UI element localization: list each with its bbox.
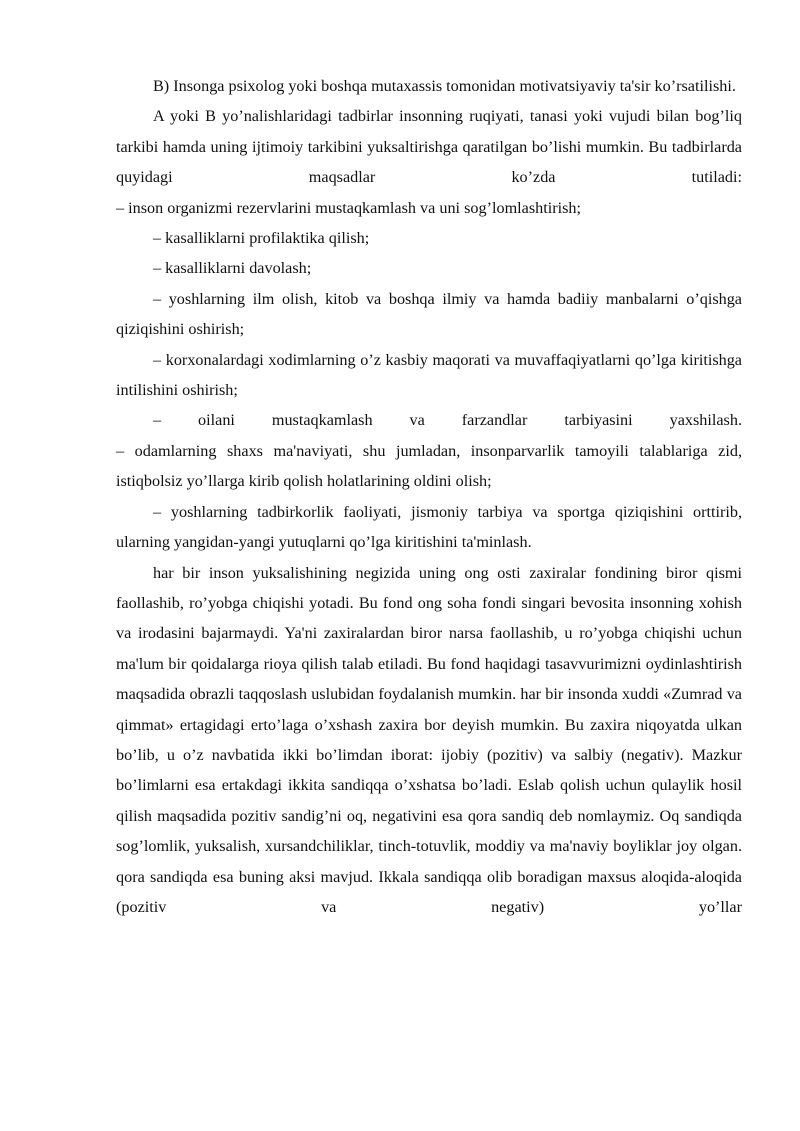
- paragraph: B) Insonga psixolog yoki boshqa mutaxassis tomonidan motivatsiyaviy ta'sir ko’rsatilishi.: [153, 77, 736, 95]
- body-text: [116, 71, 742, 922]
- paragraph: – kasalliklarni davolash;: [153, 259, 312, 278]
- paragraph: – korxonalardagi xodimlarning o’z kasbiy maqorati va muvaffaqiyatlarni qo’lga kiritishga intilishini oshirish;: [116, 350, 742, 400]
- paragraph: – inson organizmi rezervlarini mustaqkamlash va uni sog’lomlashtirish;: [116, 198, 582, 217]
- paragraph: A yoki B yo’nalishlaridagi tadbirlar insonning ruqiyati, tanasi yoki vujudi bilan bog’liq tarkibi hamda uning ijtimoiy tarkibini yuksaltirishga qaratilgan bo’lishi mumkin. Bu tadbirlarda quyidagi maqsadlar ko’zda tutiladi:: [116, 107, 742, 187]
- paragraph: – yoshlarning ilm olish, kitob va boshqa ilmiy va hamda badiiy manbalarni o’qishga qiziqishini oshirish;: [116, 289, 742, 339]
- paragraph: – kasalliklarni profilaktika qilish;: [153, 229, 370, 248]
- paragraph: har bir inson yuksalishining negizida uning ong osti zaxiralar fondining biror qismi faollashib, ro’yobga chiqishi yotadi. Bu fond ong soha fondi singari bevosita insonning xohish va irodasini bajarmaydi. Ya'ni zaxiralardan biror narsa faollashib, u ro’yobga chiqishi uchun ma'lum bir qoidalarga rioya qilish talab etiladi. Bu fond haqidagi tasavvurimizni oydinlashtirish maqsadida obrazli taqqoslash uslubidan foydalanish mumkin. har bir insonda xuddi «Zumrad va qimmat» ertagidagi erto’laga o’xshash zaxira bor deyish mumkin. Bu zaxira niqoyatda ulkan bo’lib, u o’z navbatida ikki bo’limdan iborat: ijobiy (pozitiv) va salbiy (negativ). Mazkur bo’limlarni esa ertakdagi ikkita sandiqqa o’xshatsa bo’ladi. Eslab qolish uchun qulaylik hosil qilish maqsadida pozitiv sandig’ni oq, negativini esa qora sandiq deb nomlaymiz. Oq sandiqda sog’lomlik, yuksalish, xursandchiliklar, tinch-totuvlik, moddiy va ma'naviy boyliklar joy olgan. qora sandiqda esa buning aksi mavjud. Ikkala sandiqqa olib boradigan maxsus aloqida-aloqida (pozitiv va negativ) yo’llar: [116, 563, 742, 916]
- paragraph: – oilani mustaqkamlash va farzandlar tarbiyasini yaxshilash.: [153, 411, 742, 430]
- paragraph: – odamlarning shaxs ma'naviyati, shu jumladan, insonparvarlik tamoyili talablariga zid, istiqbolsiz yo’llarga kirib qolish holatlarining oldini olish;: [116, 441, 742, 491]
- paragraph: – yoshlarning tadbirkorlik faoliyati, jismoniy tarbiya va sportga qiziqishini orttirib, ularning yangidan-yangi yutuqlarni qo’lga kiritishini ta'minlash.: [116, 502, 742, 552]
